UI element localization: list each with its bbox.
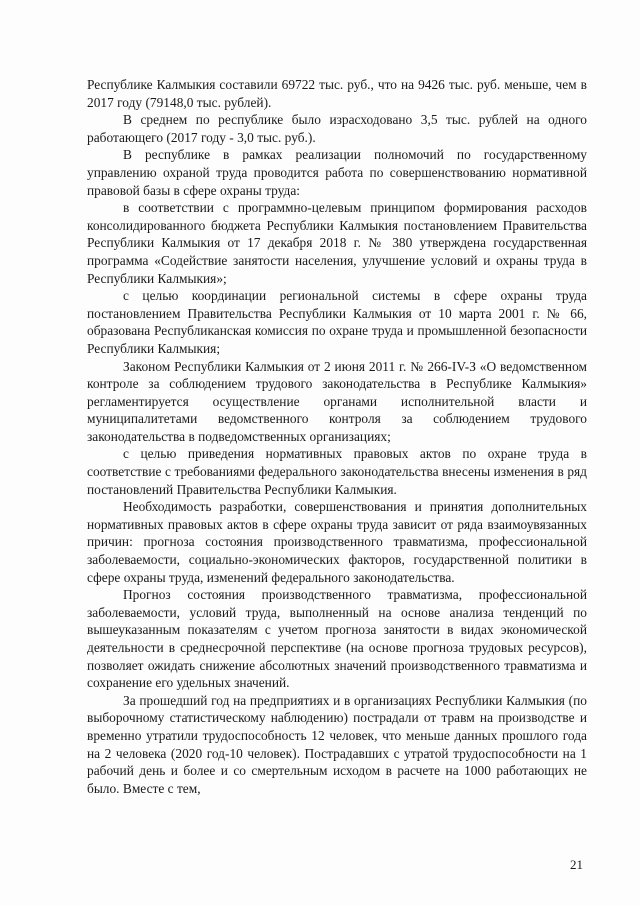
paragraph-continuation: Республике Калмыкия составили 69722 тыс. руб., что на 9426 тыс. руб. меньше, чем в 2017 году (79148,0 тыс. рублей). <box>87 77 587 110</box>
page-number: 21 <box>570 857 583 872</box>
paragraph-necessity: Необходимость разработки, совершенствования и принятия дополнительных нормативных правовых актов в сфере охраны труда зависит от ряда взаимоувязанных причин: прогноза состояния производственного травматизма, профессиональной заболеваемости, социально-экономических факторов, государственной политики в сфере охраны труда, изменений федерального законодательства. <box>87 499 587 585</box>
paragraph-average-spend: В среднем по республике было израсходовано 3,5 тыс. рублей на одного работающего (2017 году - 3,0 тыс. руб.). <box>87 112 587 145</box>
paragraph-commission: с целью координации региональной системы в сфере охраны труда постановлением Правительства Республики Калмыкия от 10 марта 2001 г. № 66, образована Республиканская комиссия по охране труда и промышленной безопасности Республики Калмыкия; <box>87 288 587 356</box>
paragraph-amendments: с целью приведения нормативных правовых актов по охране труда в соответствие с требованиями федерального законодательства внесены изменения в ряд постановлений Правительства Республики Калмыкия. <box>87 446 587 497</box>
paragraph-law: Законом Республики Калмыкия от 2 июня 2011 г. № 266-IV-З «О ведомственном контроле за соблюдением трудового законодательства в Республике Калмыкия» регламентируется осуществление органами исполнительной власти и муниципалитетами ведомственного контроля за соблюдением трудового законодательства в подведомственных организациях; <box>87 358 587 444</box>
body-text <box>87 76 587 797</box>
paragraph-forecast: Прогноз состояния производственного травматизма, профессиональной заболеваемости, условий труда, выполненный на основе анализа тенденций по вышеуказанным показателям с учетом прогноза занятости в видах экономической деятельности в среднесрочной перспективе (на основе прогноза трудовых ресурсов), позволяет ожидать снижение абсолютных значений производственного травматизма и сохранение его удельных значений. <box>87 587 587 691</box>
paragraph-state-program: в соответствии с программно-целевым принципом формирования расходов консолидированного бюджета Республики Калмыкия постановлением Правительства Республики Калмыкия от 17 декабря 2018 г. № 380 утверждена государственная программа «Содействие занятости населения, улучшение условий и охраны труда в Республики Калмыкия»; <box>87 200 587 286</box>
paragraph-injuries: За прошедший год на предприятиях и в организациях Республики Калмыкия (по выборочному статистическому наблюдению) пострадали от травм на производстве и временно утратили трудоспособность 12 человек, что меньше данных прошлого года на 2 человека (2020 год-10 человек). Пострадавших с утратой трудоспособности на 1 рабочий день и более и со смертельным исходом в расчете на 1000 работающих не было. Вместе с тем, <box>87 692 587 796</box>
paragraph-regulatory-work: В республике в рамках реализации полномочий по государственному управлению охраной труда проводится работа по совершенствованию нормативной правовой базы в сфере охраны труда: <box>87 147 587 198</box>
